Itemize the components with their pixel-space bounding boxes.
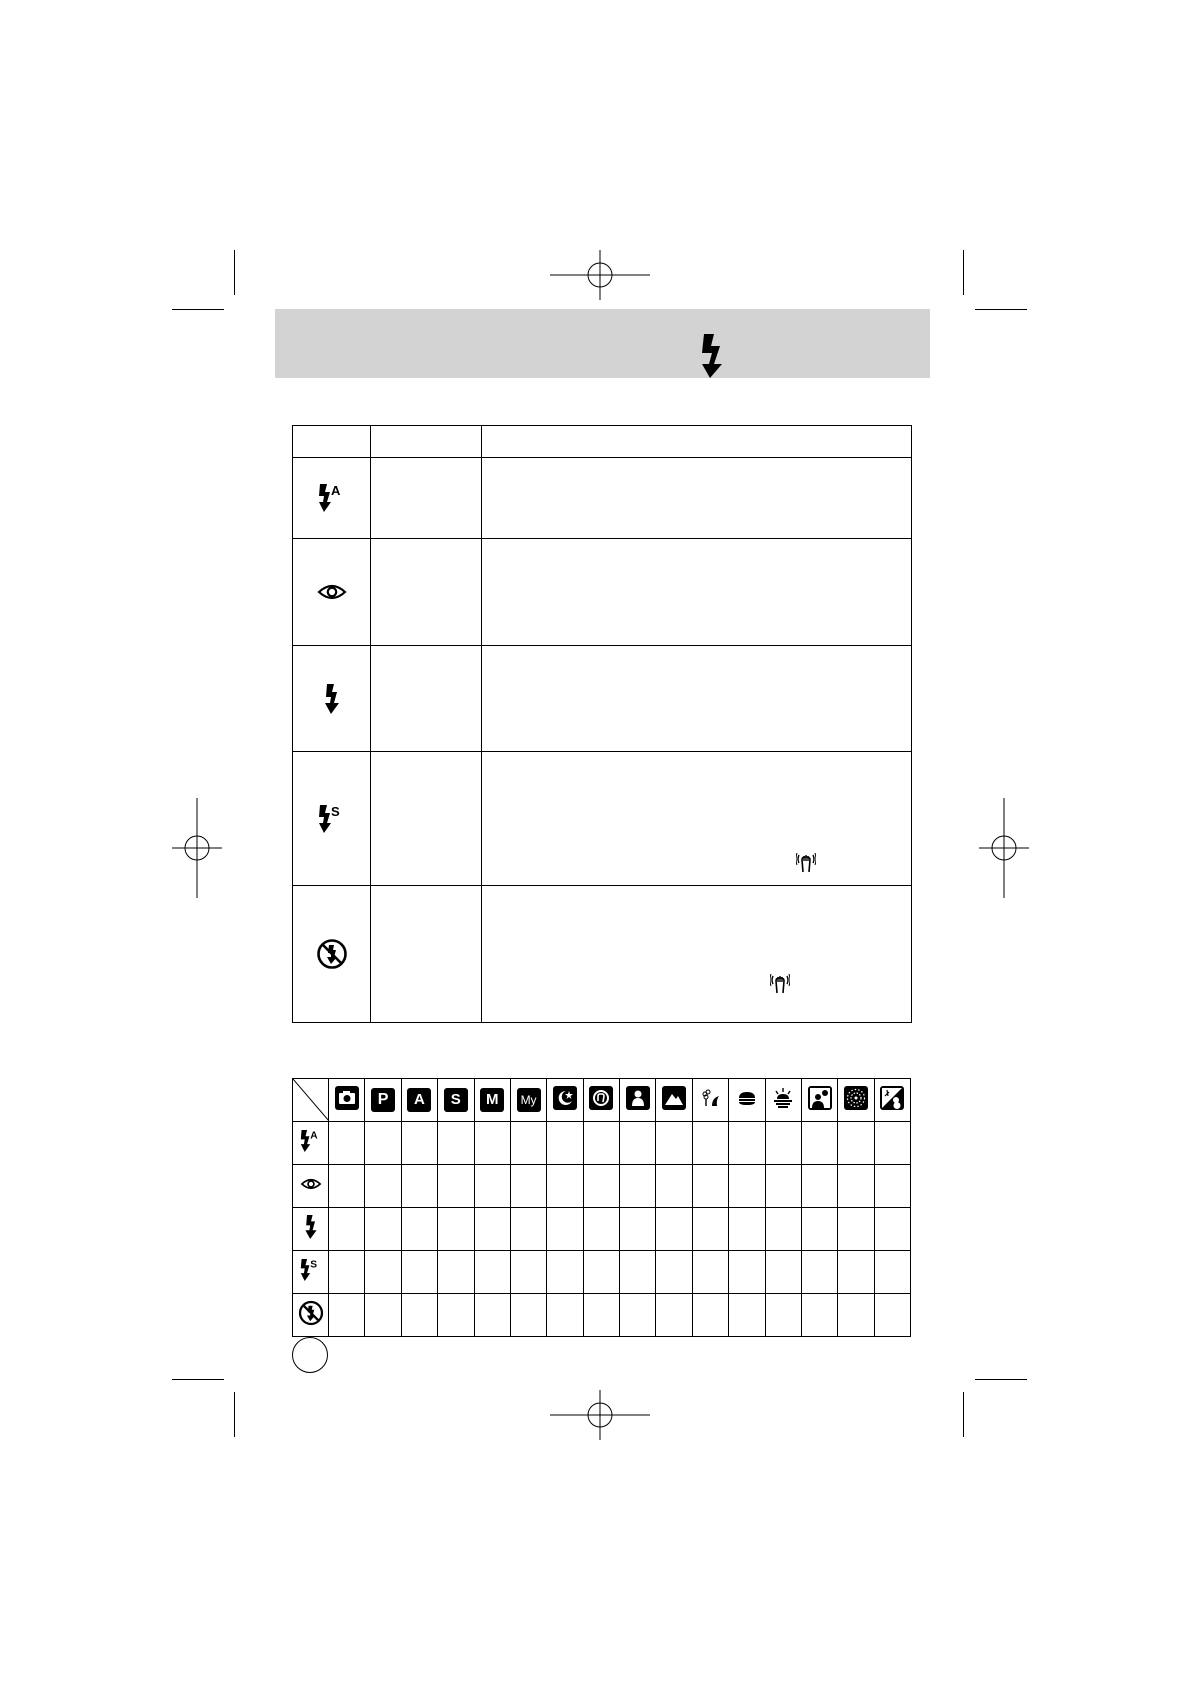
mode-column-closeup: [692, 1079, 728, 1122]
diagonal-divider: [293, 1079, 329, 1121]
sunset-icon: [771, 1086, 795, 1110]
flash-mode-name: [371, 458, 482, 539]
registration-mark-bottom: [550, 1390, 650, 1440]
flash-mode-row: [293, 886, 912, 1023]
flash-mode-row: [293, 458, 912, 539]
shake-warning-icon: [770, 972, 790, 994]
section-header-band: [275, 309, 930, 378]
corner-cell: [293, 1079, 329, 1122]
availability-row: [293, 1165, 911, 1208]
mode-column-manual: [474, 1079, 510, 1122]
slow-sync-icon: [318, 803, 346, 835]
auto-mode-icon: [335, 1086, 359, 1110]
shooting-mode-header-row: [293, 1079, 911, 1122]
manual-mode-icon: M: [480, 1088, 504, 1112]
availability-row-icon: [293, 1294, 329, 1337]
mode-column-portrait: [620, 1079, 656, 1122]
flash-mode-row: [293, 539, 912, 646]
mode-column-myset: [510, 1079, 546, 1122]
flash-modes-table: [292, 425, 912, 1023]
flash-mode-icon-cell: [293, 752, 371, 886]
flash-mode-description: [482, 539, 912, 646]
flash-mode-description: [482, 646, 912, 752]
landscape-icon: [662, 1086, 686, 1110]
page-number-badge: [292, 1337, 328, 1373]
availability-row-icon: [293, 1208, 329, 1251]
mode-column-program: [365, 1079, 401, 1122]
fireworks-icon: [844, 1086, 868, 1110]
flash-letter: S: [309, 1259, 317, 1271]
portrait-icon: [626, 1086, 650, 1110]
registration-mark-right: [979, 798, 1029, 898]
mode-column-backlight: [801, 1079, 837, 1122]
mode-column-fireworks: [838, 1079, 874, 1122]
night-scene-icon: [553, 1086, 577, 1110]
beach-snow-icon: [880, 1086, 904, 1110]
flash-mode-name: [371, 539, 482, 646]
flash-icon: [698, 334, 726, 378]
availability-row: [293, 1122, 911, 1165]
red-eye-icon: [300, 1177, 322, 1191]
slow-sync-icon: [300, 1257, 322, 1283]
column-header: [293, 426, 371, 458]
mode-column-aperture: [401, 1079, 437, 1122]
flash-mode-name: [371, 886, 482, 1023]
flash-mode-icon-cell: [293, 886, 371, 1023]
flash-mode-description: [482, 458, 912, 539]
close-up-icon: [698, 1086, 722, 1110]
flash-letter: S: [330, 803, 340, 819]
flash-mode-description-cell: [482, 886, 912, 1023]
text-icon: [735, 1086, 759, 1110]
availability-row-icon: [293, 1165, 329, 1208]
flash-mode-icon-cell: [293, 646, 371, 752]
aperture-priority-icon: A: [407, 1088, 431, 1112]
auto-flash-icon: [318, 482, 346, 514]
registration-mark-left: [172, 798, 222, 898]
backlight-icon: [808, 1086, 832, 1110]
flash-mode-name: [371, 646, 482, 752]
flash-mode-icon-cell: [293, 458, 371, 539]
mode-column-landscape: [656, 1079, 692, 1122]
shutter-priority-icon: S: [444, 1088, 468, 1112]
fill-flash-icon: [303, 1214, 319, 1240]
mode-column-auto: [329, 1079, 365, 1122]
mode-column-text: [729, 1079, 765, 1122]
flash-mode-name: [371, 752, 482, 886]
red-eye-icon: [317, 582, 347, 602]
flash-off-icon: [316, 938, 348, 970]
mode-column-antishake: [583, 1079, 619, 1122]
mode-column-sunset: [765, 1079, 801, 1122]
flash-mode-row: [293, 752, 912, 886]
flash-modes-header-row: [293, 426, 912, 458]
availability-row: [293, 1294, 911, 1337]
flash-letter: A: [309, 1130, 318, 1142]
availability-row: [293, 1251, 911, 1294]
column-header: [482, 426, 912, 458]
shake-warning-icon: [796, 851, 816, 873]
flash-mode-description-cell: [482, 752, 912, 886]
registration-mark-top: [550, 250, 650, 300]
mode-column-shutter: [438, 1079, 474, 1122]
auto-flash-icon: [300, 1128, 322, 1154]
my-set-icon: My: [517, 1088, 541, 1112]
program-mode-icon: P: [371, 1088, 395, 1112]
availability-row: [293, 1208, 911, 1251]
flash-availability-table: [292, 1078, 911, 1337]
availability-row-icon: [293, 1122, 329, 1165]
availability-row-icon: [293, 1251, 329, 1294]
flash-mode-row: [293, 646, 912, 752]
anti-shake-icon: [589, 1086, 613, 1110]
mode-column-beach-snow: [874, 1079, 910, 1122]
flash-letter: A: [330, 483, 340, 498]
flash-mode-icon-cell: [293, 539, 371, 646]
column-header: [371, 426, 482, 458]
mode-column-night: [547, 1079, 583, 1122]
flash-off-icon: [298, 1300, 324, 1326]
fill-flash-icon: [322, 683, 342, 715]
